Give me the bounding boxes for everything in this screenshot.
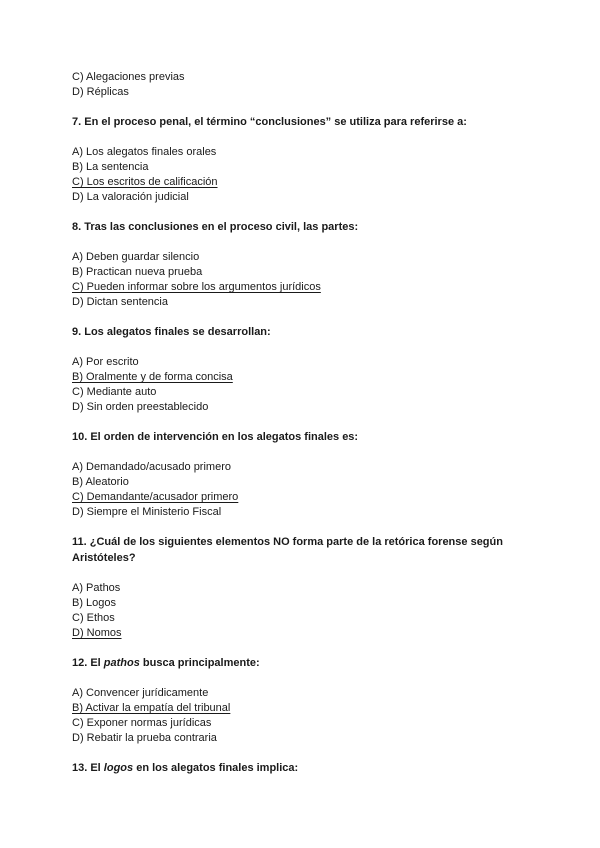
option-text: D) Rebatir la prueba contraria — [72, 732, 217, 744]
correct-option-text: B) Oralmente y de forma concisa — [72, 371, 233, 383]
option-text: A) Por escrito — [72, 356, 139, 368]
question-title-term: pathos — [103, 657, 140, 669]
question-title: 10. El orden de intervención en los alegatos finales es: — [72, 431, 359, 443]
option-text: B) Logos — [72, 597, 117, 609]
option-text: D) Dictan sentencia — [72, 296, 168, 308]
question-title — [72, 655, 542, 671]
correct-option-text: D) Nomos — [72, 627, 122, 639]
question-title-prefix: 13. El — [72, 762, 104, 774]
option-text: C) Ethos — [72, 612, 115, 624]
option-text: A) Convencer jurídicamente — [72, 687, 209, 699]
option-text: A) Pathos — [72, 582, 121, 594]
question-title-suffix: en los alegatos finales implica: — [133, 762, 299, 774]
option-text: D) La valoración judicial — [72, 191, 189, 203]
question-title: 8. Tras las conclusiones en el proceso civil, las partes: — [72, 221, 359, 233]
option-text: C) Exponer normas jurídicas — [72, 717, 212, 729]
option-text: A) Los alegatos finales orales — [72, 146, 217, 158]
question-title-prefix: 12. El — [72, 657, 104, 669]
option-text: A) Deben guardar silencio — [72, 251, 200, 263]
document-page — [72, 70, 542, 791]
correct-option-text: C) Demandante/acusador primero — [72, 491, 239, 503]
option-text: D) Sin orden preestablecido — [72, 401, 209, 413]
correct-option-text: B) Activar la empatía del tribunal — [72, 702, 231, 714]
option-text: C) Mediante auto — [72, 386, 157, 398]
question-title-suffix: busca principalmente: — [139, 657, 260, 669]
question-title-term: logos — [103, 762, 134, 774]
option-text: A) Demandado/acusado primero — [72, 461, 231, 473]
question-title — [72, 760, 542, 776]
option-text: B) La sentencia — [72, 161, 149, 173]
option-text: C) Alegaciones previas — [72, 71, 185, 83]
question-title: 9. Los alegatos finales se desarrollan: — [72, 326, 271, 338]
correct-option-text: C) Los escritos de calificación — [72, 176, 218, 188]
option-text: B) Aleatorio — [72, 476, 129, 488]
option-text: D) Siempre el Ministerio Fiscal — [72, 506, 222, 518]
correct-option-text: C) Pueden informar sobre los argumentos jurídicos — [72, 281, 321, 293]
option-text: D) Réplicas — [72, 86, 129, 98]
question-title: 11. ¿Cuál de los siguientes elementos NO forma parte de la retórica forense según Aristóteles? — [72, 536, 503, 564]
question-title: 7. En el proceso penal, el término “conclusiones” se utiliza para referirse a: — [72, 116, 467, 128]
option-text: B) Practican nueva prueba — [72, 266, 203, 278]
